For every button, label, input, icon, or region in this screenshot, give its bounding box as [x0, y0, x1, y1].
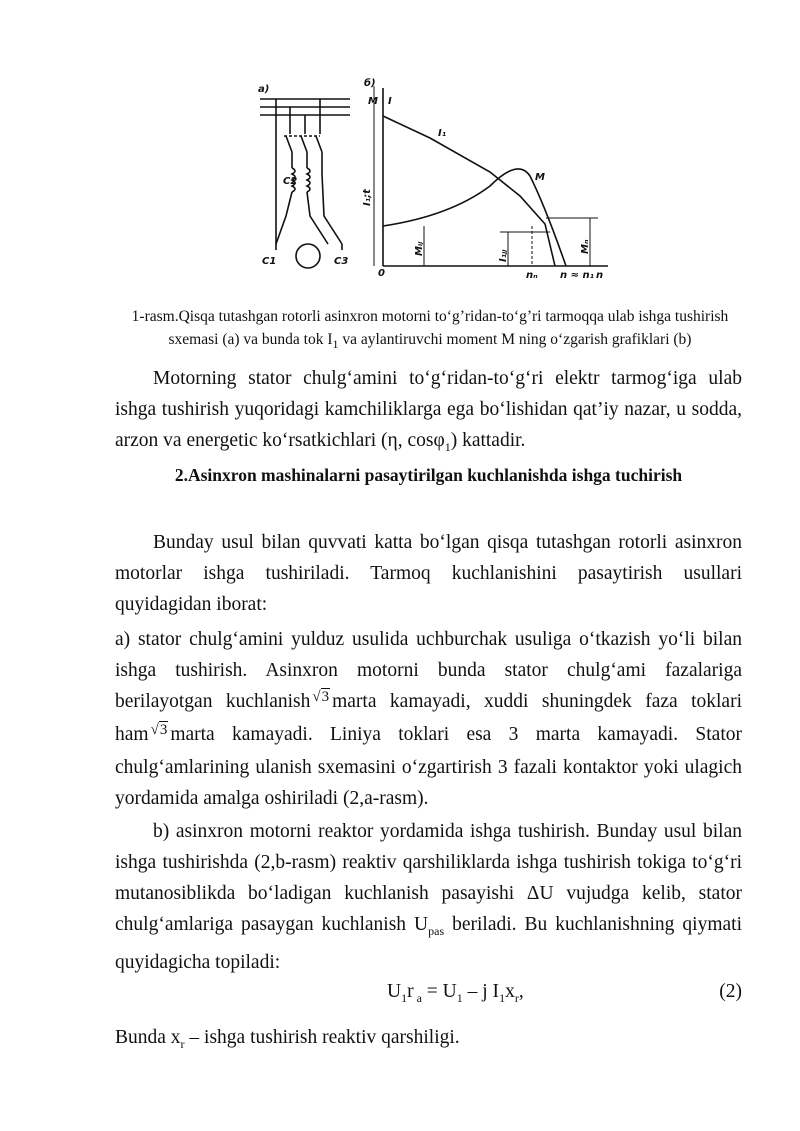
dim-mn-label: Mₙ [580, 239, 591, 254]
section-heading: 2.Asinxron mashinalarni pasaytirilgan kuchlanishda ishga tuchirish [174, 465, 683, 485]
eq-minus: – j I [462, 981, 500, 1002]
panel-a-label: a) [258, 84, 270, 95]
axis-i-label: I [388, 96, 392, 107]
eq-x-sub: r [514, 990, 519, 1005]
paragraph-3-middle: marta kamayadi, xuddi shuningdek faza toklari ham [115, 691, 742, 745]
eq-a-sub: a [413, 990, 422, 1005]
axis-n-label: n [596, 270, 604, 281]
paragraph-4-subscript: pas [428, 923, 445, 938]
sqrt-symbol-2: √3 [150, 722, 168, 738]
eq-u1-sub: 1 [456, 990, 463, 1005]
paragraph-1-text: Motorning stator chulg‘amini to‘g‘ridan-to‘g‘ri elektr tarmog‘iga ulab ishga tushirish yuqoridagi kamchiliklarga ega bo‘lishidan qat’iy nazar, u sodda, arzon va energetic ko‘rsatkichlari (η, cosφ [115, 368, 742, 451]
caption-subscript: 1 [332, 337, 339, 352]
figure-caption [110, 305, 750, 356]
dim-mst-label: Mᵢⱼ [414, 241, 425, 256]
axis-m-label: M [368, 96, 378, 107]
paragraph-3-text: a) stator chulg‘amini yulduz usulida uchburchak usuliga o‘tkazish yo‘li bilan ishga tushirish. Asinxron motorni bunda stator chulg‘ami fazalariga berilayotgan kuchlanish [115, 629, 742, 712]
paragraph-1-subscript: 1 [444, 439, 451, 454]
paragraph-3 [115, 624, 742, 814]
figure-svg [250, 76, 620, 290]
equation-2 [115, 981, 742, 1011]
tick-n0-label: n ≈ n₁ [560, 270, 594, 281]
eq-u-sub: 1 [401, 990, 408, 1005]
caption-line-2 [110, 328, 750, 356]
figure-motor-scheme-and-graphs [250, 76, 620, 290]
caption-text-end: va aylantiruvchi moment M ning o‘zgarish grafiklari (b) [338, 331, 692, 348]
eq-i-sub: 1 [499, 990, 506, 1005]
tick-nn-label: nₙ [526, 270, 538, 281]
eq-u: U [387, 981, 402, 1002]
coil-label-c3: C3 [334, 256, 349, 267]
paragraph-2: Bunday usul bilan quvvati katta bo‘lgan qisqa tutashgan rotorli asinxron motorlar ishga tushiriladi. Tarmoq kuchlanishini pasaytirish usullari quyidagidan iborat: [115, 532, 742, 615]
eq-r: r [407, 981, 414, 1002]
eq-equals: = U [421, 981, 457, 1002]
panel-b-label: б) [364, 78, 376, 89]
axis-y-name: I₁;t [362, 189, 373, 206]
paragraph-3-end: marta kamayadi. Liniya toklari esa 3 marta kamayadi. Stator chulg‘amlarining ulanish sxemasini o‘zgartirish 3 fazali kontaktor yoki ulagich yordamida amalga oshiriladi (2,a-rasm). [115, 724, 742, 809]
paragraph-4-end: beriladi. Bu kuchlanishning qiymati quyidagicha topiladi: [115, 914, 742, 973]
paragraph-5-text: Bunda x [115, 1027, 181, 1048]
sqrt-radicand-2: 3 [159, 722, 168, 738]
paragraph-5-subscript: r [180, 1036, 185, 1051]
dim-ist-label: I₁ⱼⱼ [498, 249, 509, 262]
coil-label-c1: C1 [262, 256, 277, 267]
eq-x: x [505, 981, 515, 1002]
paragraph-1-end: ) kattadir. [450, 430, 526, 451]
curve-m-label: M [535, 172, 545, 183]
paragraph-1 [115, 363, 742, 463]
paragraph-5-end: – ishga tushirish reaktiv qarshiligi. [184, 1027, 460, 1048]
equation-number: (2) [719, 981, 742, 1002]
caption-line-1: 1-rasm.Qisqa tutashgan rotorli asinxron motorni to‘g’ridan-to‘g’ri tarmoqqa ulab ishga tushirish [131, 308, 729, 325]
sqrt-symbol-1: √3 [312, 689, 330, 705]
coil-label-c2: C2 [283, 176, 298, 187]
origin-label: 0 [378, 268, 385, 279]
curve-i1-label: I₁ [438, 128, 447, 139]
eq-tail: , [518, 981, 524, 1002]
sqrt-radicand-1: 3 [321, 689, 330, 705]
paragraph-5 [115, 1022, 742, 1060]
paragraph-4-text: b) asinxron motorni reaktor yordamida ishga tushirish. Bunday usul bilan ishga tushirishda (2,b-rasm) reaktiv qarshiliklarda ishga tushirish tokiga to‘g‘ri mutanosiblikda bo‘ladigan kuchlanish pasayishi ΔU vujudga kelib, stator chulg‘amlariga pasaygan kuchlanish U [115, 821, 742, 935]
paragraph-4 [115, 816, 742, 978]
equation-formula [387, 981, 524, 1006]
caption-text: sxemasi (a) va bunda tok I [168, 331, 333, 348]
